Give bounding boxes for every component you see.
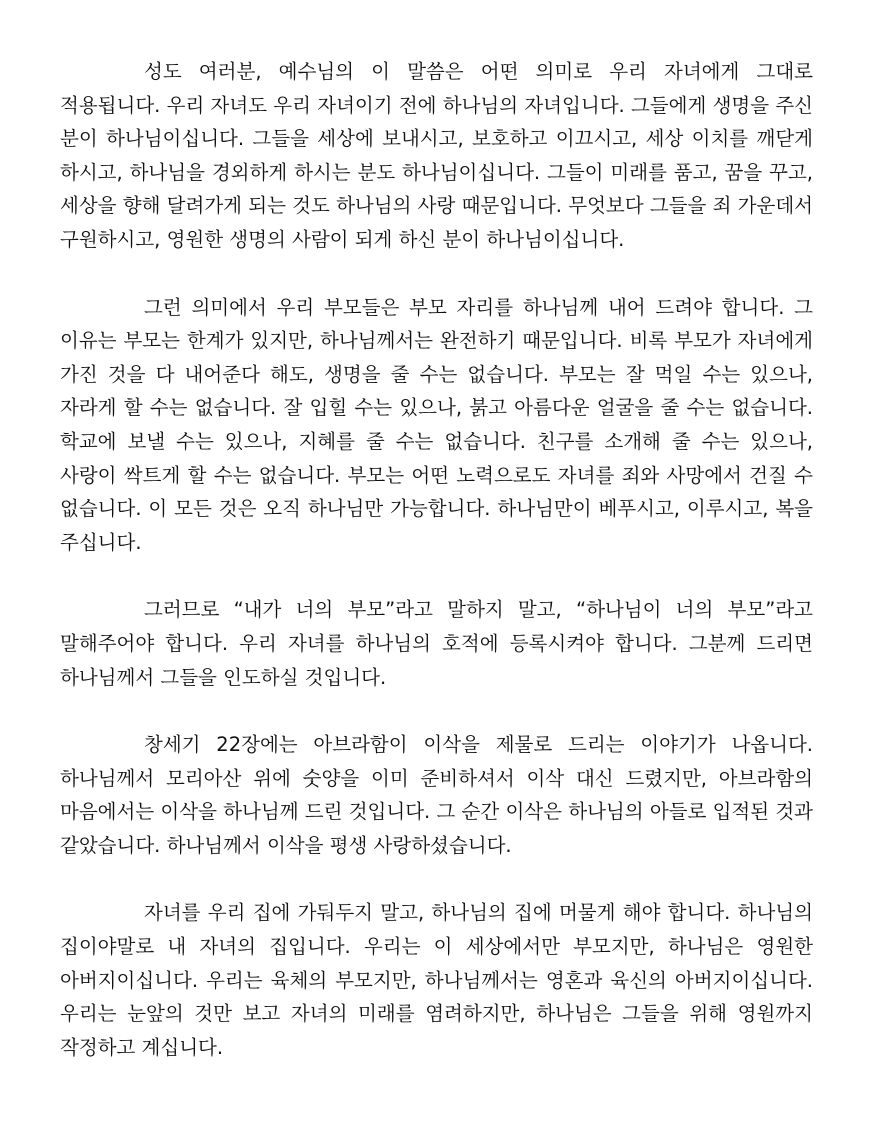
- paragraph-1: 성도 여러분, 예수님의 이 말씀은 어떤 의미로 우리 자녀에게 그대로 적용됩니다. 우리 자녀도 우리 자녀이기 전에 하나님의 자녀입니다. 그들에게 생명을 주신 분이 하나님이십니다. 그들을 세상에 보내시고, 보호하고 이끄시고, 세상 이치를 깨닫게 하시고, 하나님을 경외하게 하시는 분도 하나님이십니다. 그들이 미래를 품고, 꿈을 꾸고, 세상을 향해 달려가게 되는 것도 하나님의 사랑 때문입니다. 무엇보다 그들을 죄 가운데서 구원하시고, 영원한 생명의 사람이 되게 하신 분이 하나님이십니다.: [60, 60, 813, 251]
- paragraph-2: 그런 의미에서 우리 부모들은 부모 자리를 하나님께 내어 드려야 합니다. 그 이유는 부모는 한계가 있지만, 하나님께서는 완전하기 때문입니다. 비록 부모가 자녀에게 가진 것을 다 내어준다 해도, 생명을 줄 수는 없습니다. 부모는 잘 먹일 수는 있으나, 자라게 할 수는 없습니다. 잘 입힐 수는 있으나, 붉고 아름다운 얼굴을 줄 수는 없습니다. 학교에 보낼 수는 있으나, 지혜를 줄 수는 없습니다. 친구를 소개해 줄 수는 있으나, 사랑이 싹트게 할 수는 없습니다. 부모는 어떤 노력으로도 자녀를 죄와 사망에서 건질 수 없습니다. 이 모든 것은 오직 하나님만 가능합니다. 하나님만이 베푸시고, 이루시고, 복을 주십니다.: [60, 295, 813, 554]
- paragraph-5: 자녀를 우리 집에 가둬두지 말고, 하나님의 집에 머물게 해야 합니다. 하나님의 집이야말로 내 자녀의 집입니다. 우리는 이 세상에서만 부모지만, 하나님은 영원한 아버지이십니다. 우리는 육체의 부모지만, 하나님께서는 영혼과 육신의 아버지이십니다. 우리는 눈앞의 것만 보고 자녀의 미래를 염려하지만, 하나님은 그들을 위해 영원까지 작정하고 계십니다.: [60, 901, 813, 1059]
- paragraph-3: 그러므로 “내가 너의 부모”라고 말하지 말고, “하나님이 너의 부모”라고 말해주어야 합니다. 우리 자녀를 하나님의 호적에 등록시켜야 합니다. 그분께 드리면 하나님께서 그들을 인도하실 것입니다.: [60, 598, 813, 689]
- document-page: [60, 55, 813, 1064]
- paragraph-4: 창세기 22장에는 아브라함이 이삭을 제물로 드리는 이야기가 나옵니다. 하나님께서 모리아산 위에 숫양을 이미 준비하셔서 이삭 대신 드렸지만, 아브라함의 마음에서는 이삭을 하나님께 드린 것입니다. 그 순간 이삭은 하나님의 아들로 입적된 것과 같았습니다. 하나님께서 이삭을 평생 사랑하셨습니다.: [60, 733, 813, 857]
